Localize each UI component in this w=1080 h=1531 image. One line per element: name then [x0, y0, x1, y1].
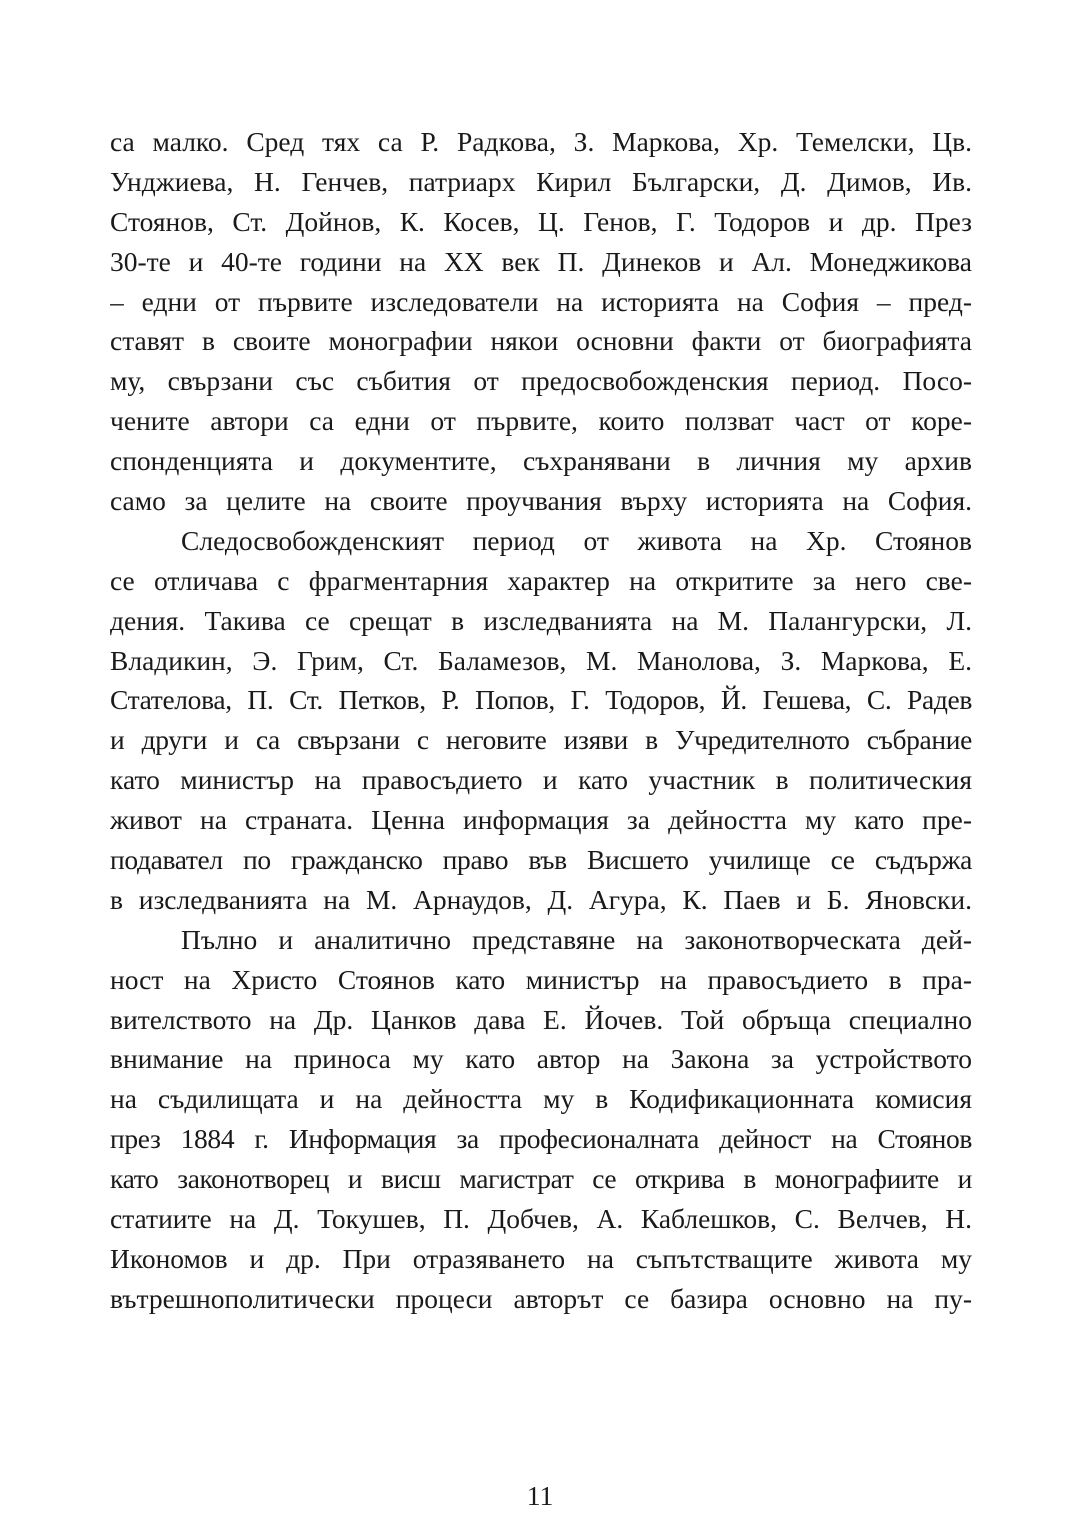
text-line: ност на Христо Стоянов като министър на правосъдието в пра-	[110, 963, 972, 995]
text-line: като законотворец и висш магистрат се открива в монографиите и	[110, 1163, 972, 1195]
text-line: Унджиева, Н. Генчев, патриарх Кирил Български, Д. Димов, Ив.	[110, 165, 972, 197]
text-line: като министър на правосъдието и като участник в политическия	[110, 764, 972, 796]
text-line: 30-те и 40-те години на XX век П. Динеков и Ал. Монеджикова	[110, 245, 972, 277]
paragraph-first-line: Следосвобожденският период от живота на Хр. Стоянов	[181, 524, 972, 556]
text-line: само за целите на своите проучвания върху историята на София.	[110, 485, 972, 517]
text-line: се отличава с фрагментарния характер на откритите за него све-	[110, 564, 972, 596]
text-line: вителството на Др. Цанков дава Е. Йочев. Той обръща специално	[110, 1003, 972, 1035]
text-line: Стоянов, Ст. Дойнов, К. Косев, Ц. Генов, Г. Тодоров и др. През	[110, 205, 972, 237]
text-line: Владикин, Э. Грим, Ст. Баламезов, М. Манолова, З. Маркова, Е.	[110, 644, 972, 676]
text-line: спонденцията и документите, съхранявани в личния му архив	[110, 445, 972, 477]
page-number: 11	[526, 1480, 554, 1511]
text-line: на съдилищата и на дейността му в Кодификационната комисия	[110, 1083, 972, 1115]
text-line: статиите на Д. Токушев, П. Добчев, А. Каблешков, С. Велчев, Н.	[110, 1203, 972, 1235]
text-line: му, свързани със събития от предосвобожденския период. Посо-	[110, 365, 972, 397]
text-line: вътрешнополитически процеси авторът се базира основно на пу-	[110, 1282, 972, 1314]
text-line: ставят в своите монографии някои основни факти от биографията	[110, 325, 972, 357]
text-line: Икономов и др. При отразяването на съпътстващите живота му	[110, 1242, 972, 1274]
text-line: живот на страната. Ценна информация за дейността му като пре-	[110, 804, 972, 836]
text-line: са малко. Сред тях са Р. Радкова, З. Маркова, Хр. Темелски, Цв.	[110, 126, 972, 157]
text-line: в изследванията на М. Арнаудов, Д. Агура, К. Паев и Б. Яновски.	[110, 883, 972, 915]
text-line: Стателова, П. Ст. Петков, Р. Попов, Г. Тодоров, Й. Гешева, С. Радев	[110, 684, 972, 716]
text-line: дения. Такива се срещат в изследванията на М. Палангурски, Л.	[110, 604, 972, 636]
text-line: през 1884 г. Информация за професионалната дейност на Стоянов	[110, 1123, 972, 1155]
body-text	[110, 122, 972, 1319]
text-line: и други и са свързани с неговите изяви в Учредителното събрание	[110, 724, 972, 756]
paragraph-first-line: Пълно и аналитично представяне на законотворческата дей-	[181, 923, 972, 955]
text-line: внимание на приноса му като автор на Закона за устройството	[110, 1043, 972, 1075]
text-line: чените автори са едни от първите, които ползват част от коре-	[110, 405, 972, 437]
text-line: подавател по гражданско право във Висшето училище се съдържа	[110, 844, 972, 876]
text-line: – едни от първите изследователи на историята на София – пред-	[110, 285, 972, 317]
